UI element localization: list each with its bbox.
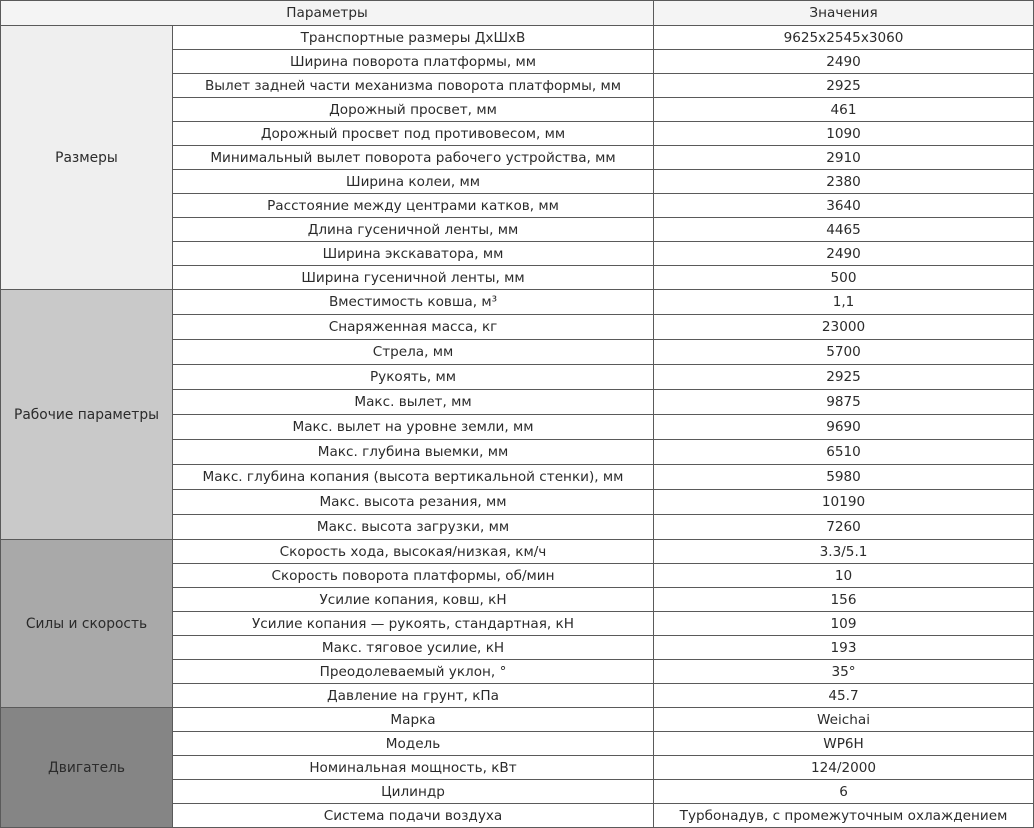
param-cell: Номинальная мощность, кВт — [173, 756, 654, 780]
value-cell: 124/2000 — [654, 756, 1034, 780]
value-cell: 7260 — [654, 515, 1034, 540]
param-cell: Ширина экскаватора, мм — [173, 242, 654, 266]
value-cell: 156 — [654, 588, 1034, 612]
value-cell: 45.7 — [654, 684, 1034, 708]
param-cell: Дорожный просвет, мм — [173, 98, 654, 122]
value-cell: 2925 — [654, 365, 1034, 390]
param-cell: Модель — [173, 732, 654, 756]
param-cell: Расстояние между центрами катков, мм — [173, 194, 654, 218]
value-cell: 1090 — [654, 122, 1034, 146]
value-cell: Weichai — [654, 708, 1034, 732]
group-label-engine: Двигатель — [1, 708, 173, 828]
value-cell: 2925 — [654, 74, 1034, 98]
value-cell: 109 — [654, 612, 1034, 636]
param-cell: Макс. высота резания, мм — [173, 490, 654, 515]
param-cell: Ширина гусеничной ленты, мм — [173, 266, 654, 290]
header-params: Параметры — [1, 1, 654, 26]
value-cell: 5700 — [654, 340, 1034, 365]
value-cell: 9875 — [654, 390, 1034, 415]
param-cell: Цилиндр — [173, 780, 654, 804]
value-cell: 10190 — [654, 490, 1034, 515]
value-cell: 2910 — [654, 146, 1034, 170]
param-cell: Система подачи воздуха — [173, 804, 654, 828]
table-row — [1, 290, 1034, 315]
param-cell: Дорожный просвет под противовесом, мм — [173, 122, 654, 146]
value-cell: 2490 — [654, 50, 1034, 74]
param-cell: Макс. вылет, мм — [173, 390, 654, 415]
value-cell: 2490 — [654, 242, 1034, 266]
value-cell: 6 — [654, 780, 1034, 804]
param-cell: Макс. высота загрузки, мм — [173, 515, 654, 540]
group-label-working-parameters: Рабочие параметры — [1, 290, 173, 540]
param-cell: Усилие копания — рукоять, стандартная, кН — [173, 612, 654, 636]
param-cell: Длина гусеничной ленты, мм — [173, 218, 654, 242]
group-label-forces-and-speed: Силы и скорость — [1, 540, 173, 708]
value-cell: 193 — [654, 636, 1034, 660]
value-cell: 461 — [654, 98, 1034, 122]
param-cell: Макс. вылет на уровне земли, мм — [173, 415, 654, 440]
value-cell: WP6H — [654, 732, 1034, 756]
value-cell: 5980 — [654, 465, 1034, 490]
value-cell: 4465 — [654, 218, 1034, 242]
param-cell: Минимальный вылет поворота рабочего устройства, мм — [173, 146, 654, 170]
value-cell: 9625x2545x3060 — [654, 26, 1034, 50]
group-label-dimensions: Размеры — [1, 26, 173, 290]
param-cell: Марка — [173, 708, 654, 732]
param-cell: Макс. глубина выемки, мм — [173, 440, 654, 465]
table-row — [1, 26, 1034, 50]
param-cell: Преодолеваемый уклон, ° — [173, 660, 654, 684]
table-row — [1, 708, 1034, 732]
param-cell: Снаряженная масса, кг — [173, 315, 654, 340]
header-values: Значения — [654, 1, 1034, 26]
param-cell: Транспортные размеры ДхШхВ — [173, 26, 654, 50]
value-cell: 500 — [654, 266, 1034, 290]
param-cell: Рукоять, мм — [173, 365, 654, 390]
value-cell: 6510 — [654, 440, 1034, 465]
param-cell: Давление на грунт, кПа — [173, 684, 654, 708]
param-cell: Макс. тяговое усилие, кН — [173, 636, 654, 660]
value-cell: 3.3/5.1 — [654, 540, 1034, 564]
value-cell: 10 — [654, 564, 1034, 588]
table-row — [1, 540, 1034, 564]
param-cell: Ширина колеи, мм — [173, 170, 654, 194]
param-cell: Вылет задней части механизма поворота платформы, мм — [173, 74, 654, 98]
param-cell: Ширина поворота платформы, мм — [173, 50, 654, 74]
param-cell: Стрела, мм — [173, 340, 654, 365]
value-cell: 35° — [654, 660, 1034, 684]
value-cell: 1,1 — [654, 290, 1034, 315]
value-cell: 3640 — [654, 194, 1034, 218]
value-cell: 9690 — [654, 415, 1034, 440]
param-cell: Усилие копания, ковш, кН — [173, 588, 654, 612]
param-cell: Макс. глубина копания (высота вертикальной стенки), мм — [173, 465, 654, 490]
value-cell: 23000 — [654, 315, 1034, 340]
param-cell: Вместимость ковша, м³ — [173, 290, 654, 315]
param-cell: Скорость хода, высокая/низкая, км/ч — [173, 540, 654, 564]
value-cell: Турбонадув, с промежуточным охлаждением — [654, 804, 1034, 828]
header-row — [1, 1, 1034, 26]
value-cell: 2380 — [654, 170, 1034, 194]
param-cell: Скорость поворота платформы, об/мин — [173, 564, 654, 588]
